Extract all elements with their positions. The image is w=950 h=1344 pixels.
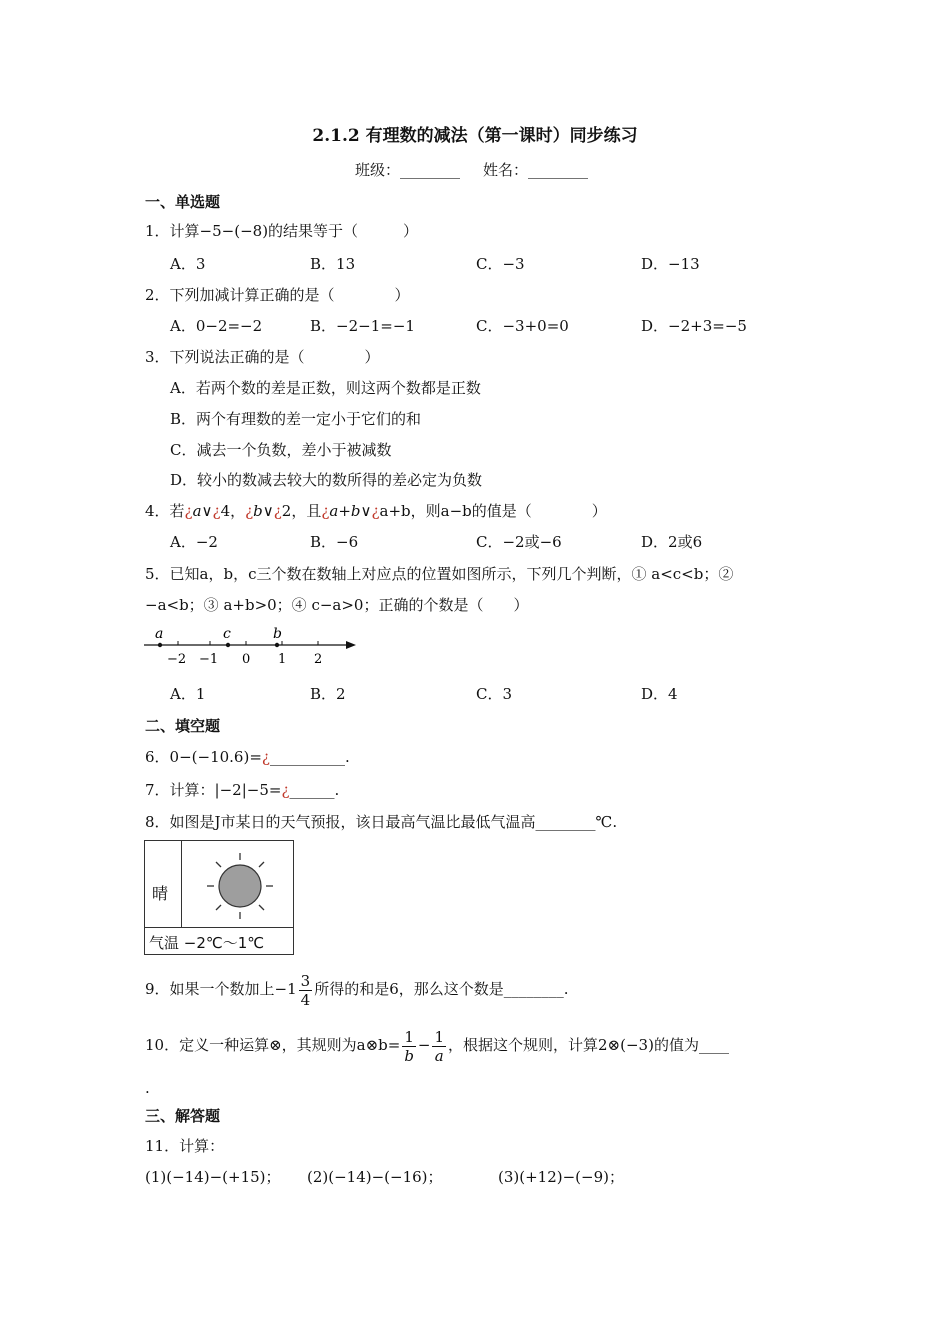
q6-text-b: __________. xyxy=(269,748,350,766)
q4-inv-mark-2: ¿ xyxy=(212,502,221,520)
q3-option-a: A．若两个数的差是正数，则这两个数都是正数 xyxy=(170,379,481,397)
q9-frac-den: 4 xyxy=(300,990,311,1009)
q6-text-a: 6．0−(−10.6)= xyxy=(145,748,262,766)
tick-label-neg2: −2 xyxy=(167,652,187,667)
q11-part-1: (1)(−14)−(+15)； xyxy=(145,1168,281,1186)
q4-option-c: C．−2或−6 xyxy=(476,533,562,551)
q5-option-d: D．4 xyxy=(641,685,678,703)
q10-trailing-period: . xyxy=(145,1079,150,1097)
point-label-b: b xyxy=(273,626,282,642)
sun-icon xyxy=(205,851,275,921)
point-label-a: a xyxy=(155,626,164,642)
q10-frac2-num: 1 xyxy=(434,1027,445,1046)
q2-option-b: B．−2−1=−1 xyxy=(310,317,415,335)
weather-sunny-label: 晴 xyxy=(152,884,169,903)
q1-option-c: C．−3 xyxy=(476,255,525,273)
question-10 xyxy=(145,1024,729,1066)
tick-label-neg1: −1 xyxy=(199,652,219,667)
q7-inv-mark: ¿ xyxy=(281,781,290,799)
q4-option-b: B．−6 xyxy=(310,533,359,551)
q5-option-b: B．2 xyxy=(310,685,346,703)
q4-text-b: a∨ xyxy=(192,502,213,520)
q4-text-g: a+b，则a−b的值是（ ） xyxy=(379,502,607,520)
page-title: 2.1.2 有理数的减法（第一课时）同步练习 xyxy=(312,126,638,146)
q2-option-c: C．−3+0=0 xyxy=(476,317,569,335)
tick-label-1: 1 xyxy=(278,652,287,667)
q11-part-3: (3)(+12)−(−9)； xyxy=(498,1168,624,1186)
point-label-c: c xyxy=(223,626,231,642)
q10-fraction-2 xyxy=(432,1028,446,1065)
question-9 xyxy=(145,968,569,1010)
q9-text-a: 9．如果一个数加上−1 xyxy=(145,980,297,998)
q10-minus: − xyxy=(417,1036,431,1054)
question-1-stem: 1．计算−5−(−8)的结果等于（ ） xyxy=(145,222,419,240)
q4-inv-mark-1: ¿ xyxy=(184,502,193,520)
question-5-stem-line1: 5．已知a，b，c三个数在数轴上对应点的位置如图所示，下列几个判断，① a<c<b；② xyxy=(145,565,734,583)
q1-option-d: D．−13 xyxy=(641,255,700,273)
point-b xyxy=(275,643,279,647)
q4-text-f: a+b∨ xyxy=(329,502,372,520)
number-line-figure xyxy=(140,622,365,670)
weather-temperature-range: 气温 −2℃～1℃ xyxy=(149,934,265,952)
q7-text-b: ______. xyxy=(289,781,340,799)
section-heading-fill-blank: 二、填空题 xyxy=(145,717,221,735)
q10-text-a: 10．定义一种运算⊗，其规则为a⊗b= xyxy=(145,1036,401,1054)
q4-inv-mark-6: ¿ xyxy=(371,502,380,520)
point-a xyxy=(158,643,162,647)
q2-option-d: D．−2+3=−5 xyxy=(641,317,747,335)
q9-frac-num: 3 xyxy=(300,971,311,990)
name-field-label: 姓名：________ xyxy=(483,161,589,179)
q1-option-a: A．3 xyxy=(170,255,206,273)
class-field-label: 班级：________ xyxy=(355,161,461,179)
q4-text-c: 4， xyxy=(220,502,246,520)
point-c xyxy=(226,643,230,647)
q6-inv-mark: ¿ xyxy=(261,748,270,766)
q4-option-a: A．−2 xyxy=(170,533,218,551)
q10-frac2-den: a xyxy=(434,1046,444,1065)
section-heading-single-choice: 一、单选题 xyxy=(145,193,221,211)
weather-divider xyxy=(145,927,293,928)
q2-option-a: A．0−2=−2 xyxy=(170,317,263,335)
question-7 xyxy=(145,780,339,800)
question-3-stem: 3．下列说法正确的是（ ） xyxy=(145,348,380,366)
section-heading-solve: 三、解答题 xyxy=(145,1107,221,1125)
tick-label-2: 2 xyxy=(314,652,323,667)
tick-label-0: 0 xyxy=(242,652,251,667)
q5-option-a: A．1 xyxy=(170,685,206,703)
q10-frac1-den: b xyxy=(404,1046,414,1065)
q11-part-2: (2)(−14)−(−16)； xyxy=(307,1168,443,1186)
weather-label-cell xyxy=(145,841,182,927)
q1-option-b: B．13 xyxy=(310,255,356,273)
q4-inv-mark-3: ¿ xyxy=(245,502,254,520)
q4-option-d: D．2或6 xyxy=(641,533,703,551)
q4-inv-mark-4: ¿ xyxy=(273,502,282,520)
weather-forecast-box xyxy=(144,840,294,955)
q10-frac1-num: 1 xyxy=(404,1027,414,1046)
q4-inv-mark-5: ¿ xyxy=(321,502,330,520)
q4-text-a: 4．若 xyxy=(145,502,185,520)
q10-fraction-1 xyxy=(402,1028,416,1065)
q4-text-d: b∨ xyxy=(253,502,274,520)
q9-text-b: 所得的和是6，那么这个数是________. xyxy=(314,980,569,998)
q3-option-d: D．较小的数减去较大的数所得的差必定为负数 xyxy=(170,471,483,489)
question-6 xyxy=(145,747,350,767)
q5-option-c: C．3 xyxy=(476,685,513,703)
question-5-stem-line2: −a<b；③ a+b>0；④ c−a>0；正确的个数是（ ） xyxy=(145,596,529,614)
question-11-stem: 11．计算： xyxy=(145,1137,225,1155)
q3-option-c: C．减去一个负数，差小于被减数 xyxy=(170,441,392,459)
question-8-stem: 8．如图是J市某日的天气预报，该日最高气温比最低气温高________℃. xyxy=(145,813,618,831)
q9-fraction xyxy=(299,972,313,1009)
question-4-stem xyxy=(145,501,607,521)
q3-option-b: B．两个有理数的差一定小于它们的和 xyxy=(170,410,422,428)
question-2-stem: 2．下列加减计算正确的是（ ） xyxy=(145,286,410,304)
q10-text-b: ，根据这个规则，计算2⊗(−3)的值为____ xyxy=(448,1036,729,1054)
q7-text-a: 7．计算：|−2|−5= xyxy=(145,781,282,799)
q4-text-e: 2，且 xyxy=(281,502,322,520)
number-line-arrow xyxy=(346,641,356,649)
